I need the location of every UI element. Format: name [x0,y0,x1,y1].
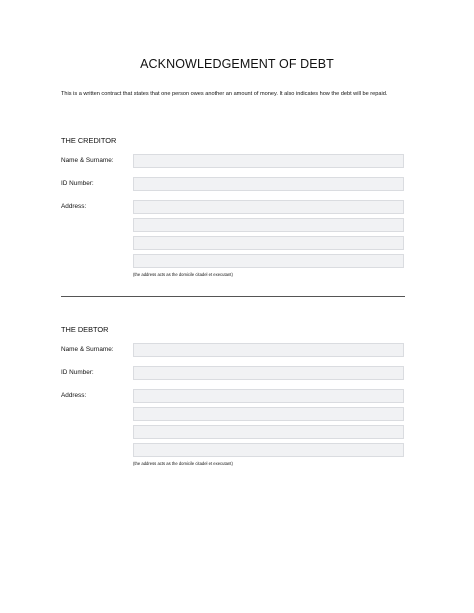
debtor-address-line-3[interactable] [133,425,404,439]
debtor-name-field[interactable] [133,343,404,357]
creditor-address-label: Address: [61,203,87,210]
creditor-name-field[interactable] [133,154,404,168]
creditor-id-label: ID Number: [61,180,94,187]
section-divider [61,296,405,297]
debtor-address-line-4[interactable] [133,443,404,457]
debtor-heading: THE DEBTOR [61,325,109,334]
debtor-id-field[interactable] [133,366,404,380]
creditor-heading: THE CREDITOR [61,136,117,145]
page-title: ACKNOWLEDGEMENT OF DEBT [140,57,334,71]
creditor-name-label: Name & Surname: [61,157,114,164]
debtor-address-label: Address: [61,392,87,399]
debtor-name-label: Name & Surname: [61,346,114,353]
creditor-address-line-3[interactable] [133,236,404,250]
debtor-address-line-1[interactable] [133,389,404,403]
creditor-address-note: (the address acts as the domicile citadel et executant) [133,272,233,277]
debtor-id-label: ID Number: [61,369,94,376]
intro-paragraph: This is a written contract that states that one person owes another an amount of money. It also indicates how the debt will be repaid. [61,91,388,97]
debtor-address-note: (the address acts as the domicile citadel et executant) [133,461,233,466]
creditor-address-line-2[interactable] [133,218,404,232]
debtor-address-line-2[interactable] [133,407,404,421]
creditor-id-field[interactable] [133,177,404,191]
creditor-address-line-4[interactable] [133,254,404,268]
creditor-address-line-1[interactable] [133,200,404,214]
